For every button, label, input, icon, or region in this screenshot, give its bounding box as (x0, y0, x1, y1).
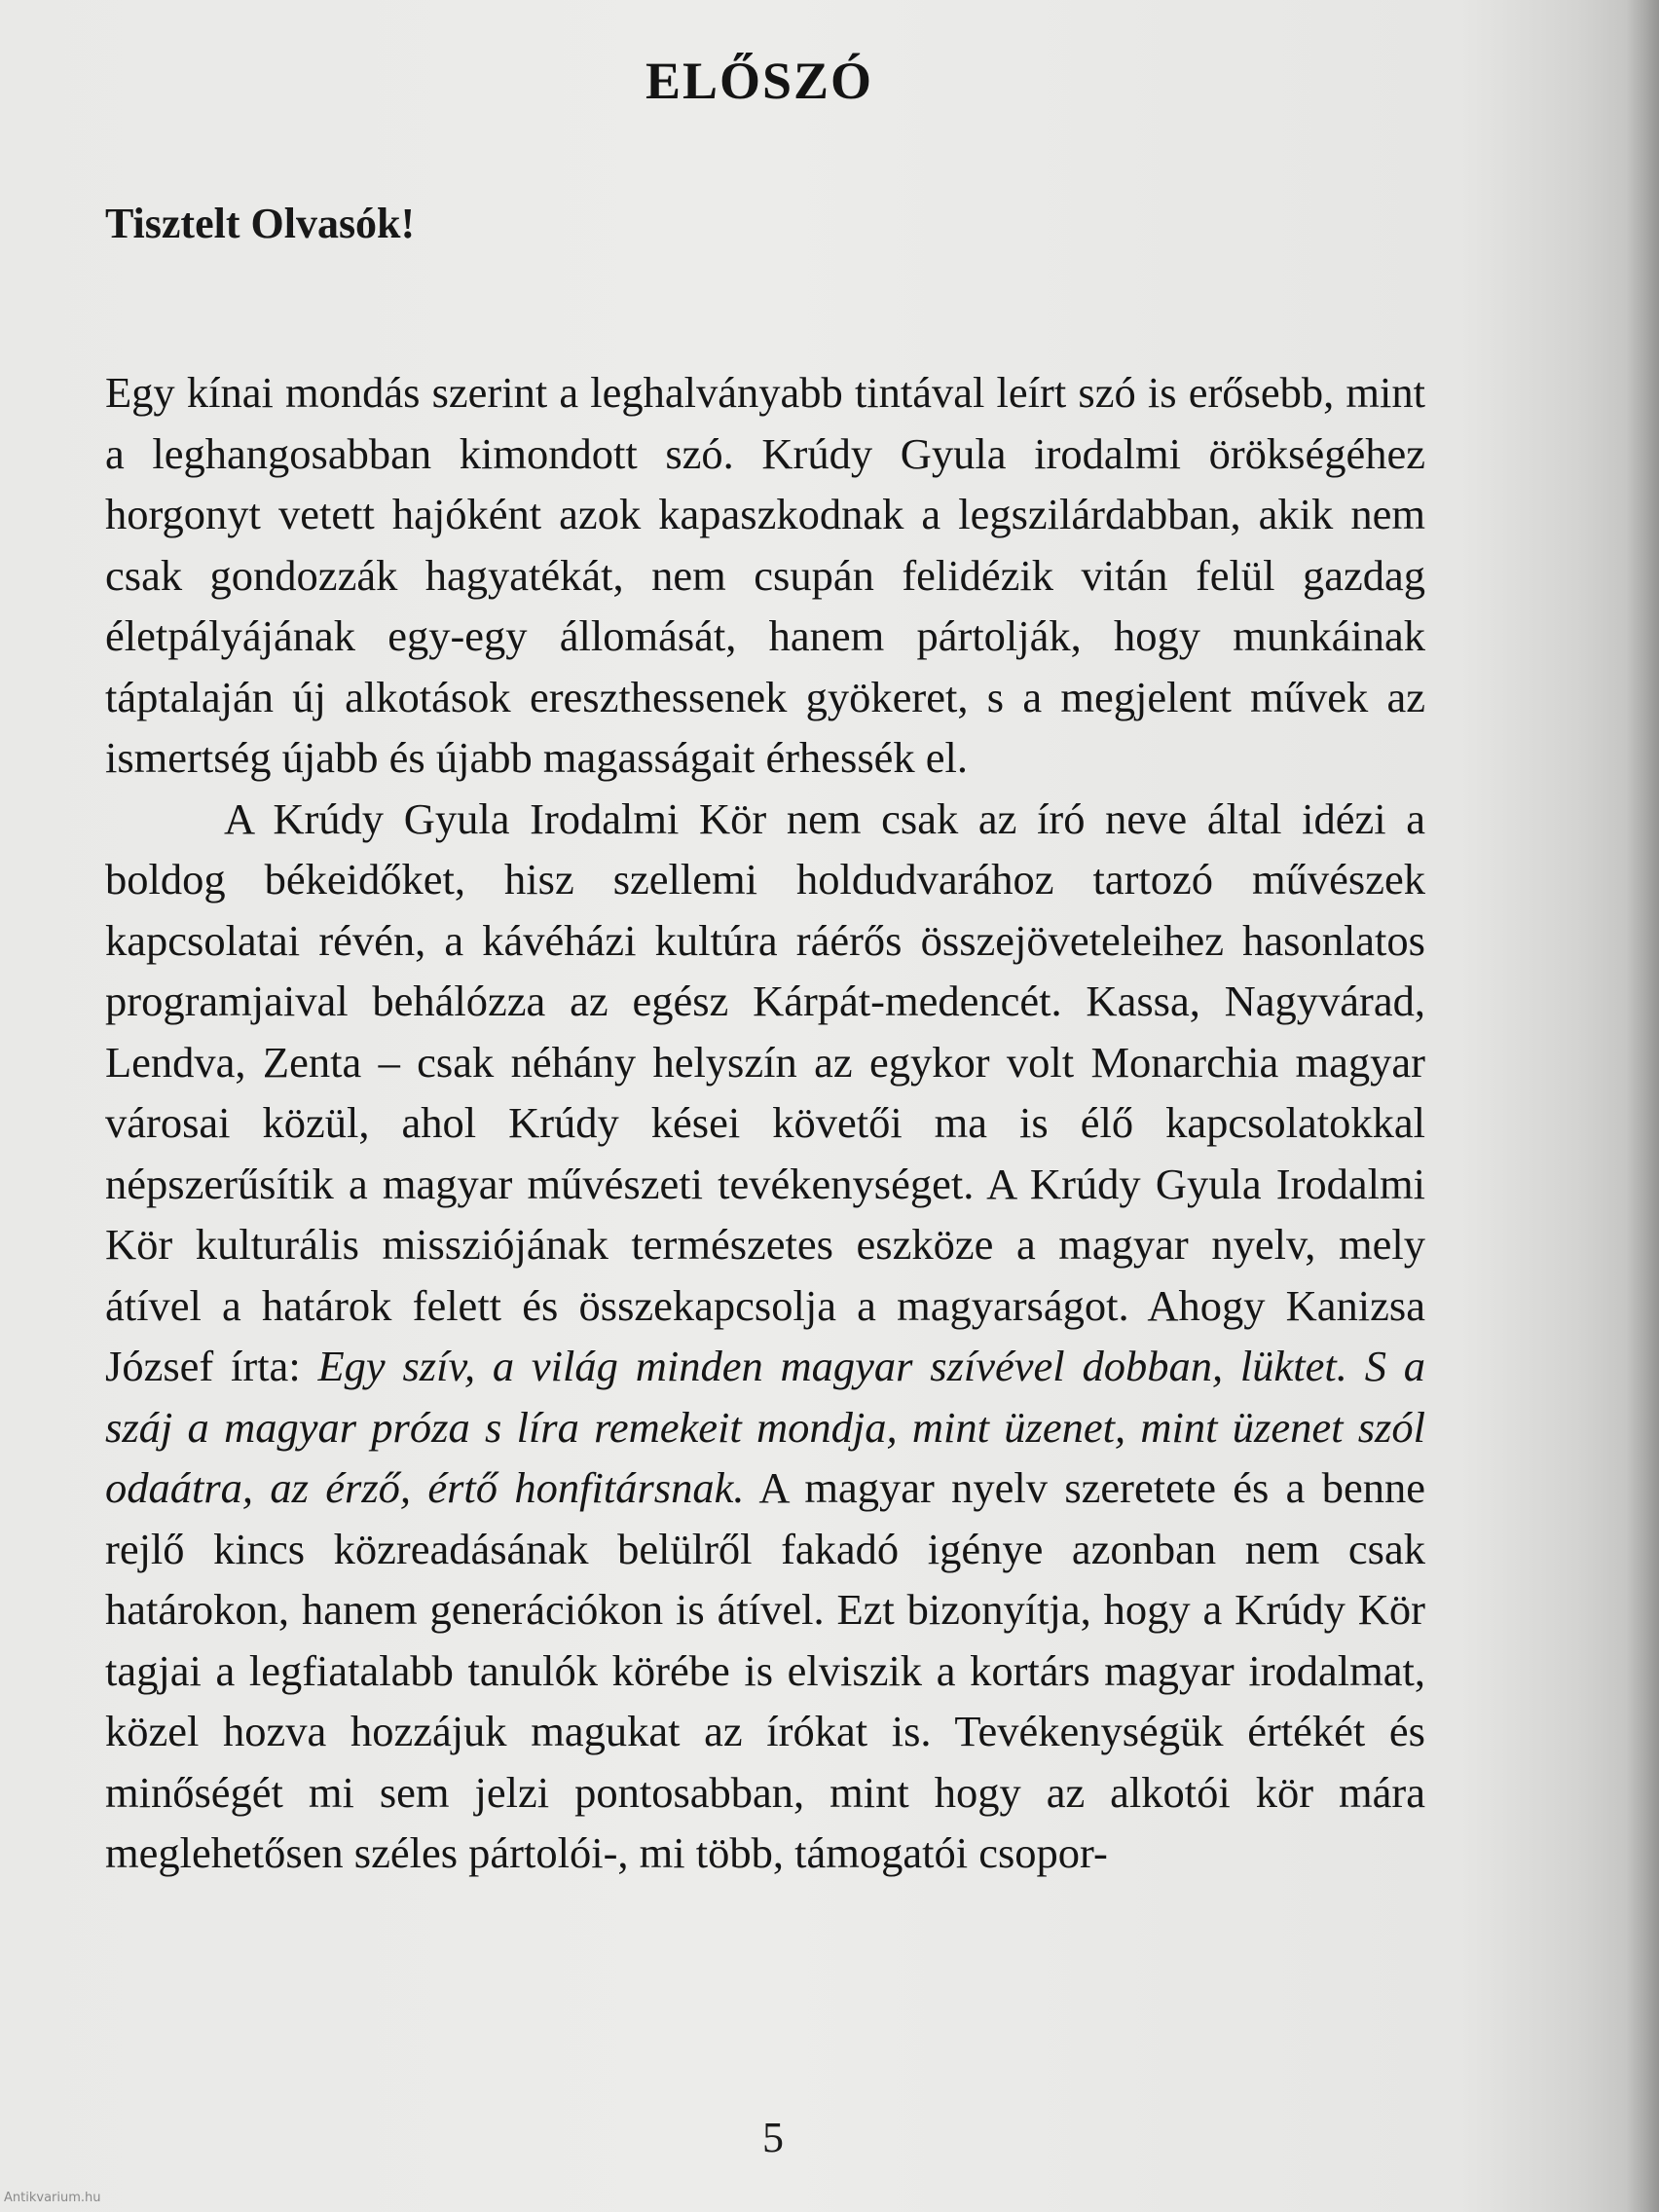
paragraph-2-intro: A Krúdy Gyula Irodalmi Kör nem csak az író neve által idézi a boldog békeidőket, hisz szellemi holdudvarához tartozó művészek kapcsolatai révén, a kávéházi kultúra ráérős összejöveteleihez hasonlatos programjaival behálózza az egész Kárpát-medencét. Kassa, Nagyvárad, Lendva, Zenta – csak néhány helyszín az egykor volt Monarchia magyar városai közül, ahol Krúdy kései követői ma is élő kapcsolatokkal népszerűsítik a magyar művészeti tevékenységet. A Krúdy Gyula Irodalmi Kör kulturális missziójának természetes eszköze a magyar nyelv, mely átível a határok felett és összekapcsolja a magyarságot. Ahogy Kanizsa József írta: (105, 793, 1425, 1390)
paragraph-2 (105, 789, 1425, 1884)
body-text (105, 362, 1425, 1884)
watermark: Antikvarium.hu (4, 2191, 101, 2205)
paragraph-1: Egy kínai mondás szerint a leghalványabb tintával leírt szó is erősebb, mint a leghangosabban kimondott szó. Krúdy Gyula irodalmi örökségéhez horgonyt vetett hajóként azok kapaszkodnak a legszilárdabban, akik nem csak gondozzák hagyatékát, nem csupán felidézik vitán felül gazdag életpályájának egy-egy állomását, hanem pártolják, hogy munkáinak táptalaján új alkotások ereszthessenek gyökeret, s a megjelent művek az ismertség újabb és újabb magasságait érhessék el. (105, 368, 1425, 782)
page-title: ELŐSZÓ (645, 52, 874, 110)
page-number: 5 (762, 2114, 784, 2161)
greeting-heading: Tisztelt Olvasók! (105, 200, 416, 247)
page-edge-shadow (1626, 0, 1659, 2212)
kanizsa-quote: Egy szív, a világ minden magyar szívével dobban, lüktet. S a száj a magyar próza s líra remekeit mondja, mint üzenet, mint üzenet szól odaátra, az érző, értő honfitársnak. (105, 1342, 1425, 1512)
paragraph-2-continuation: A magyar nyelv szeretete és a benne rejlő kincs közreadásának belülről fakadó igénye azonban nem csak határokon, hanem generációkon is átível. Ezt bizonyítja, hogy a Krúdy Kör tagjai a legfiatalabb tanulók körébe is elviszik a kortárs magyar irodalmat, közel hozva hozzájuk magukat az írókat is. Tevékenységük értékét és minőségét mi sem jelzi pontosabban, mint hogy az alkotói kör mára meglehetősen széles pártolói-, mi több, támogatói csopor- (105, 1463, 1425, 1877)
